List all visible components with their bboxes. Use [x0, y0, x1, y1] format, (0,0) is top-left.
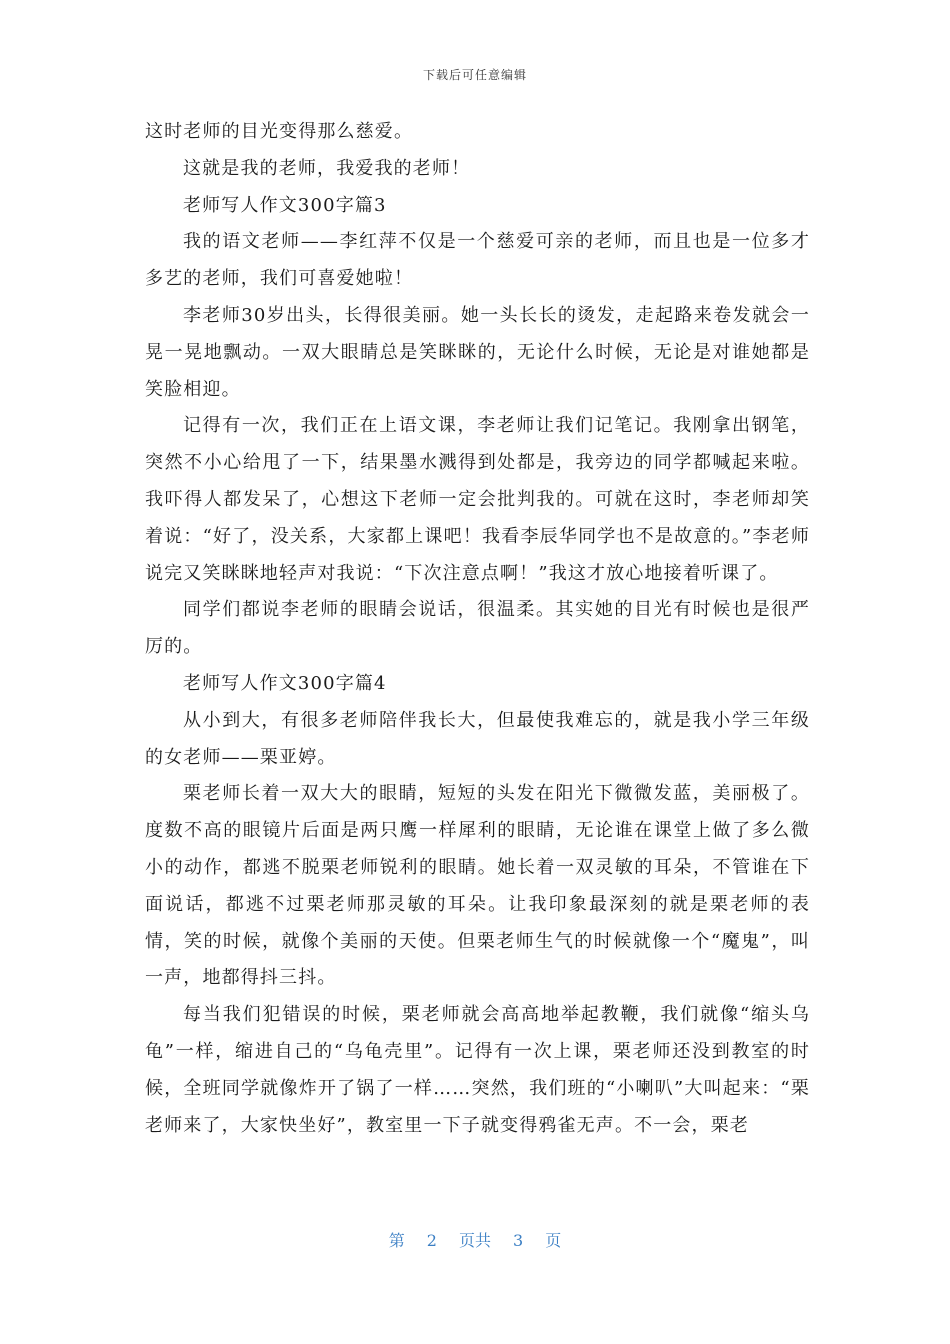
page-label: 第 [388, 1231, 405, 1250]
paragraph: 这就是我的老师，我爱我的老师！ [183, 157, 471, 179]
paragraph: 每当我们犯错误的时候，栗老师就会高高地举起教鞭，我们就像“缩头乌龟”一样，缩进自己的“乌龟壳里”。记得有一次上课，栗老师还没到教室的时候，全班同学就像炸开了锅了一样……突然，我们班的“小喇叭”大叫起来：“栗老师来了，大家快坐好”，教室里一下子就变得鸦雀无声。不一会，栗老 [145, 1004, 810, 1136]
paragraph: 这时老师的目光变得那么慈爱。 [145, 121, 414, 142]
paragraph: 栗老师长着一双大大的眼睛，短短的头发在阳光下微微发蓝，美丽极了。度数不高的眼镜片后面是两只鹰一样犀利的眼睛，无论谁在课堂上做了多么微小的动作，都逃不脱栗老师锐利的眼睛。她长着一双灵敏的耳朵，不管谁在下面说话，都逃不过栗老师那灵敏的耳朵。让我印象最深刻的就是栗老师的表情，笑的时候，就像个美丽的天使。但栗老师生气的时候就像一个“魔鬼”，叫一声，地都得抖三抖。 [145, 783, 810, 989]
paragraph: 我的语文老师——李红萍不仅是一个慈爱可亲的老师，而且也是一位多才多艺的老师，我们可喜爱她啦！ [145, 231, 810, 290]
page-end-label: 页 [545, 1231, 562, 1250]
paragraph: 同学们都说李老师的眼睛会说话，很温柔。其实她的目光有时候也是很严厉的。 [145, 599, 810, 658]
document-body [145, 114, 810, 1144]
total-page-number: 3 [513, 1231, 524, 1250]
page-footer [0, 1228, 950, 1251]
paragraph: 记得有一次，我们正在上语文课，李老师让我们记笔记。我刚拿出钢笔，突然不小心给甩了一下，结果墨水溅得到处都是，我旁边的同学都喊起来啦。我吓得人都发呆了，心想这下老师一定会批判我的。可就在这时，李老师却笑着说：“好了，没关系，大家都上课吧！我看李辰华同学也不是故意的。”李老师说完又笑眯眯地轻声对我说：“下次注意点啊！”我这才放心地接着听课了。 [145, 415, 810, 584]
page-header: 下载后可任意编辑 [422, 68, 527, 82]
section-heading: 老师写人作文300字篇3 [183, 194, 387, 216]
paragraph: 从小到大，有很多老师陪伴我长大，但最使我难忘的，就是我小学三年级的女老师——栗亚婷。 [145, 709, 810, 768]
current-page-number: 2 [426, 1231, 437, 1250]
paragraph: 李老师30岁出头，长得很美丽。她一头长长的烫发，走起路来卷发就会一晃一晃地飘动。一双大眼睛总是笑眯眯的，无论什么时候，无论是对谁她都是笑脸相迎。 [145, 304, 810, 400]
total-label: 页共 [458, 1231, 491, 1250]
section-heading: 老师写人作文300字篇4 [183, 672, 387, 694]
